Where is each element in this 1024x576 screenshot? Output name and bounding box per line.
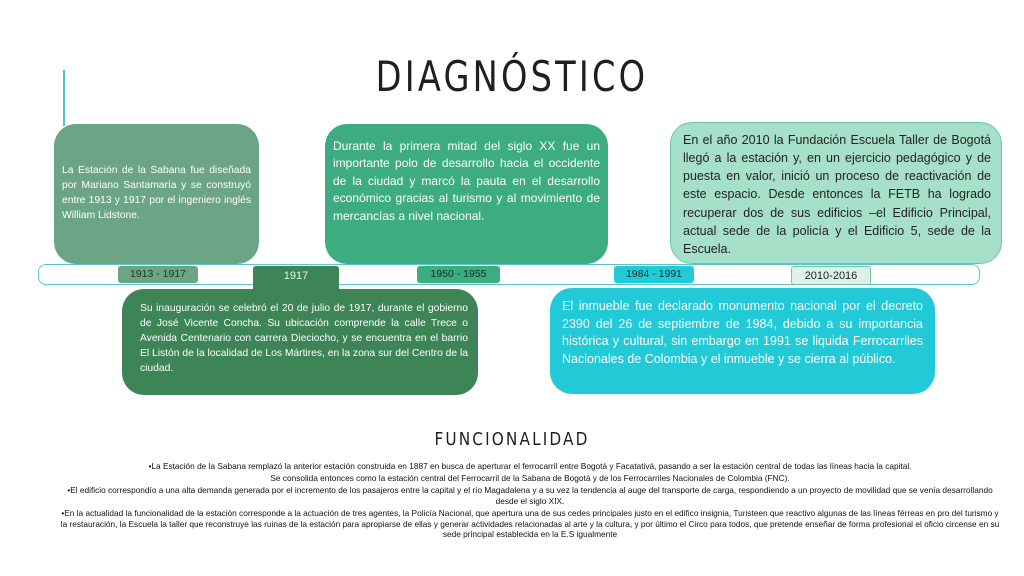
timeline-tag-1917: 1917 — [253, 266, 339, 289]
timeline-tag-1950-1955: 1950 - 1955 — [417, 266, 500, 283]
func-paragraph-2: Se consolida entonces como la estación central del Ferrocarril de la Sabana de Bogotá y de los Ferrocarriles Nacionales de Colombia (FNC). — [270, 473, 790, 484]
func-paragraph-1: •La Estación de la Sabana remplazó la anterior estación construida en 1887 en busca de aperturar el ferrocarril entre Bogotá y Facatativá, pasando a ser la estación central de todas las líneas hacia la capital. — [148, 461, 912, 471]
card-1950-1955: Durante la primera mitad del siglo XX fue un importante polo de desarrollo hacia el occidente de la ciudad y marcó la pauta en el desarrollo económico gracias al turismo y al movimiento de mercancías a nivel nacional. — [325, 124, 608, 264]
accent-line — [63, 70, 65, 126]
funcionalidad-text — [60, 461, 1000, 541]
card-1913-1917: La Estación de la Sabana fue diseñada por Mariano Santamaría y se construyó entre 1913 y 1917 por el ingeniero inglés William Lidstone. — [54, 124, 259, 264]
card-2010-2016: En el año 2010 la Fundación Escuela Taller de Bogotá llegó a la estación y, en un ejercicio pedagógico y de puesta en valor, inició un proceso de reactivación de este espacio. Desde entonces la FETB ha logrado recuperar dos de sus edificios –el Edificio Principal, actual sede de la policía y el Edificio 5, sede de la Escuela. — [670, 122, 1002, 264]
card-1984-1991: El inmueble fue declarado monumento nacional por el decreto 2390 del 26 de septiembre de 1984, debido a su importancia histórica y cultural, sin embargo en 1991 se liquida Ferrocarriles Nacionales de Colombia y el inmueble y se cierra al público. — [550, 288, 935, 394]
card-1917: Su inauguración se celebró el 20 de julio de 1917, durante el gobierno de José Vicente Concha. Su ubicación comprende la calle Trece o Avenida Centenario con carrera Dieciocho, y se encuentra en el barrio El Listón de la localidad de Los Mártires, en la zona sur del Centro de la ciudad. — [122, 289, 478, 395]
timeline-tag-2010-2016: 2010-2016 — [791, 266, 871, 285]
func-paragraph-4: •En la actualidad la funcionalidad de la estación corresponde a la actuación de tres agentes, la Policía Nacional, que apertura una de sus cedes principales justo en el edifico insignia, Turisteen que reactivo algunas de las líneas férreas en pro del turismo y la restauración, la Escuela la taller que reconstruye las ruinas de la estación para apropiarse de ellas y generar actividades relacionadas al arte y la cultura, y por último el Circo para todos, que pretende enseñar de forma profesional el oficio circense en su sede principal establecida en la E.S igualmente — [60, 507, 1000, 540]
section-title-funcionalidad: FUNCIONALIDAD — [434, 429, 590, 450]
timeline-tag-1913-1917: 1913 - 1917 — [118, 266, 198, 283]
slide-title: DIAGNÓSTICO — [375, 52, 649, 101]
timeline-tag-1984-1991: 1984 - 1991 — [614, 266, 694, 283]
func-paragraph-3: •El edificio correspondío a una alta demanda generada por el incremento de los pasajeros entre la capital y el río Magadalena y a su vez la tendencia al auge del transporte de carga, respondiendo a un proyecto de movilidad que se venía desarrollando desde el siglo XIX. — [67, 485, 993, 506]
